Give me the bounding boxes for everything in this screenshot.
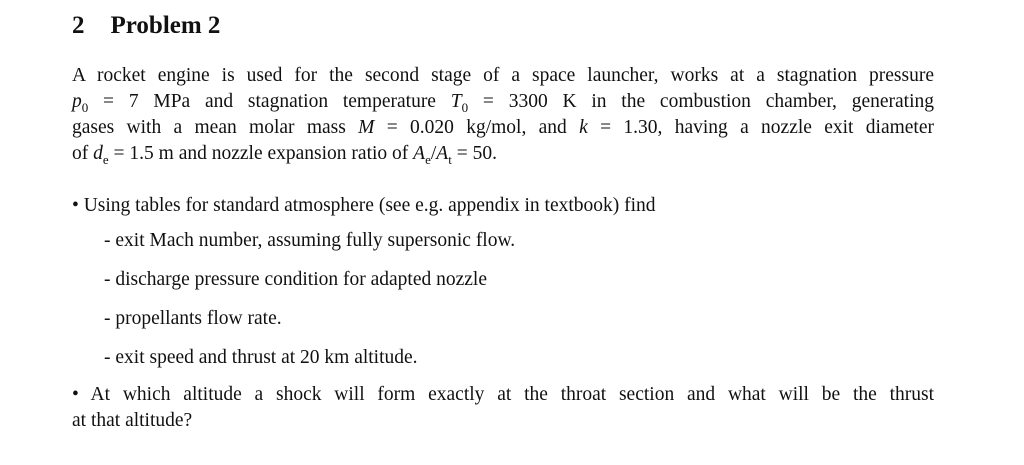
text: = 3300 K in the combustion chamber, generating — [468, 91, 934, 112]
paragraph-line — [72, 141, 934, 167]
paragraph-line — [72, 89, 934, 115]
sub-item: - discharge pressure condition for adapted nozzle — [104, 269, 487, 290]
bullet-item-continuation: at that altitude? — [72, 410, 193, 431]
math-var: k — [579, 117, 588, 138]
text: gases with a mean molar mass — [72, 117, 359, 138]
text: = 1.30, having a nozzle exit diameter — [587, 117, 935, 138]
paragraph-line: A rocket engine is used for the second stage of a space launcher, works at a stagnation pressure — [72, 65, 934, 86]
section-title: Problem 2 — [110, 12, 221, 39]
math-var: M — [358, 117, 375, 138]
math-sub: t — [448, 151, 452, 167]
math-var: T — [450, 91, 462, 112]
text: = 1.5 m and nozzle expansion ratio of — [108, 143, 414, 164]
text: / — [430, 143, 437, 164]
section-number: 2 — [72, 12, 85, 39]
text: = 50. — [451, 143, 497, 164]
sub-item: - exit Mach number, assuming fully supersonic flow. — [104, 230, 516, 251]
paragraph-line — [72, 115, 934, 141]
bullet-item: • At which altitude a shock will form exactly at the throat section and what will be the thrust — [72, 384, 934, 405]
sub-item: - propellants flow rate. — [104, 308, 282, 329]
section-heading — [72, 12, 220, 40]
math-var: p — [72, 91, 82, 112]
math-sub: e — [425, 151, 431, 167]
math-sub: 0 — [461, 99, 469, 115]
text: = 7 MPa and stagnation temperature — [88, 91, 451, 112]
text: = 0.020 kg/mol, and — [374, 117, 580, 138]
math-var: A — [436, 143, 449, 164]
math-var: d — [93, 143, 103, 164]
text: of — [72, 143, 94, 164]
bullet-item: • Using tables for standard atmosphere (see e.g. appendix in textbook) find — [72, 195, 656, 216]
math-var: A — [413, 143, 426, 164]
sub-item: - exit speed and thrust at 20 km altitude. — [104, 347, 418, 368]
math-sub: e — [102, 151, 109, 167]
math-sub: 0 — [81, 99, 89, 115]
